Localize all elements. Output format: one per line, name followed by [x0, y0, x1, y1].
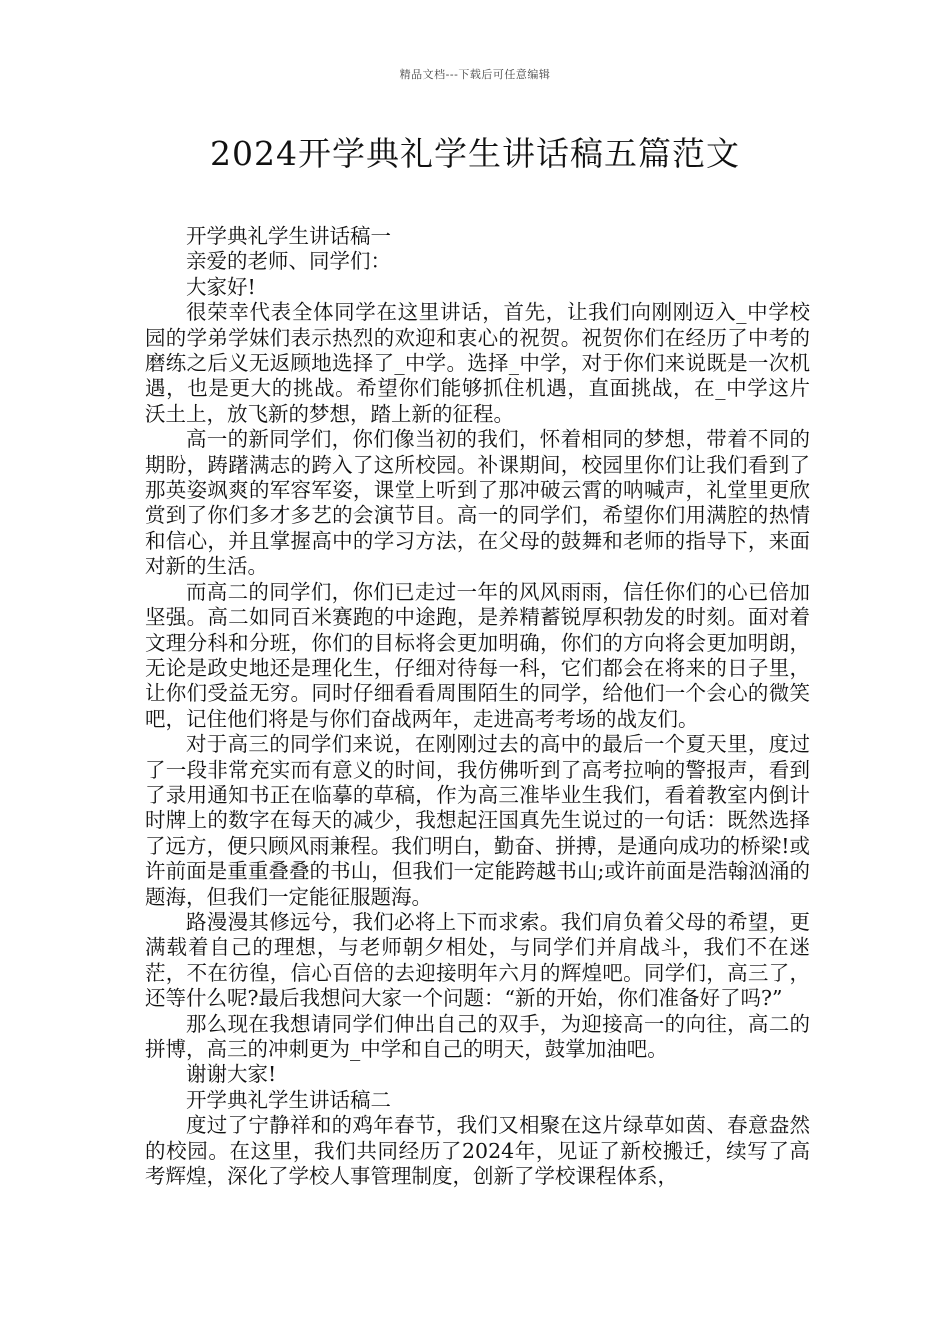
section-heading: 开学典礼学生讲话稿一 [186, 224, 391, 248]
body-paragraph: 很荣幸代表全体同学在这里讲话，首先，让我们向刚刚迈入_中学校园的学弟学妹们表示热烈的欢迎和衷心的祝贺。祝贺你们在经历了中考的磨练之后义无返顾地选择了_中学。选择_中学，对于你们来说既是一次机遇，也是更大的挑战。希望你们能够抓住机遇，直面挑战，在_中学这片沃土上，放飞新的梦想，踏上新的征程。 [145, 300, 810, 426]
body-paragraph: 那么现在我想请同学们伸出自己的双手，为迎接高一的向往，高二的拼博，高三的冲刺更为_中学和自己的明天，鼓掌加油吧。 [145, 1011, 810, 1061]
section-heading: 开学典礼学生讲话稿二 [186, 1087, 391, 1112]
document-body [145, 224, 810, 1189]
body-paragraph: 度过了宁静祥和的鸡年春节，我们又相聚在这片绿草如茵、春意盎然的校园。在这里，我们共同经历了2024年，见证了新校搬迁，续写了高考辉煌，深化了学校人事管理制度，创新了学校课程体系， [145, 1113, 810, 1189]
body-paragraph: 对于高三的同学们来说，在刚刚过去的高中的最后一个夏天里，度过了一段非常充实而有意义的时间，我仿佛听到了高考拉响的警报声，看到了录用通知书正在临摹的草稿，作为高三准毕业生我们，看着教室内倒计时牌上的数字在每天的减少，我想起汪国真先生说过的一句话：既然选择了远方，便只顾风雨兼程。我们明白，勤奋、拼搏，是通向成功的桥梁!或许前面是重重叠叠的书山，但我们一定能跨越书山;或许前面是浩翰汹涌的题海，但我们一定能征服题海。 [145, 732, 810, 909]
closing-line: 谢谢大家! [186, 1062, 277, 1087]
document-title: 2024开学典礼学生讲话稿五篇范文 [210, 134, 740, 173]
page-header-note: 精品文档---下载后可任意编辑 [399, 68, 551, 81]
body-paragraph: 路漫漫其修远兮，我们必将上下而求索。我们肩负着父母的希望，更满载着自己的理想，与老师朝夕相处，与同学们并肩战斗，我们不在迷茫，不在彷徨，信心百倍的去迎接明年六月的辉煌吧。同学们，高三了，还等什么呢?最后我想问大家一个问题：“新的开始，你们准备好了吗?” [145, 909, 810, 1011]
salutation: 亲爱的老师、同学们： [186, 249, 391, 274]
body-paragraph: 高一的新同学们，你们像当初的我们，怀着相同的梦想，带着不同的期盼，踌躇满志的跨入了这所校园。补课期间，校园里你们让我们看到了那英姿飒爽的军容军姿，课堂上听到了那冲破云霄的呐喊声，礼堂里更欣赏到了你们多才多艺的会演节目。高一的同学们，希望你们用满腔的热情和信心，并且掌握高中的学习方法，在父母的鼓舞和老师的指导下，来面对新的生活。 [145, 427, 810, 579]
body-paragraph: 而高二的同学们，你们已走过一年的风风雨雨，信任你们的心已倍加坚强。高二如同百米赛跑的中途跑，是养精蓄锐厚积勃发的时刻。面对着文理分科和分班，你们的目标将会更加明确，你们的方向将会更加明朗，无论是政史地还是理化生，仔细对待每一科，它们都会在将来的日子里，让你们受益无穷。同时仔细看看周围陌生的同学，给他们一个会心的微笑吧，记住他们将是与你们奋战两年，走进高考考场的战友们。 [145, 579, 810, 731]
greeting: 大家好! [186, 274, 256, 299]
